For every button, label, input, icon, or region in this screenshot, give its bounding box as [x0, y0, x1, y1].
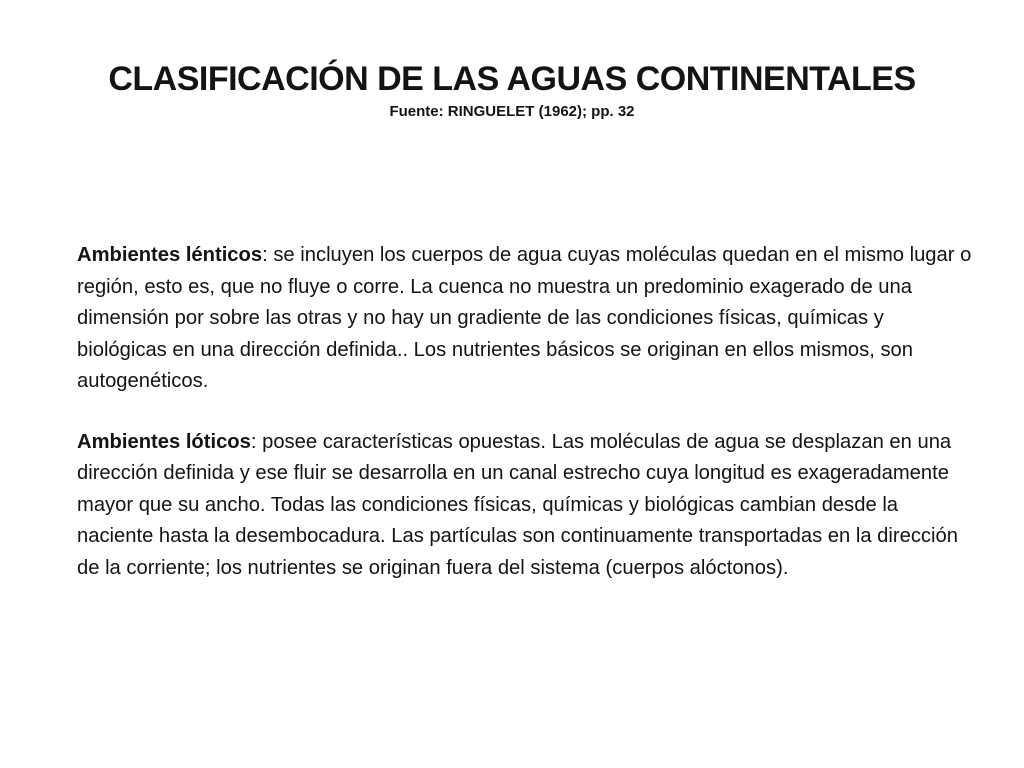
text-loticos: : posee características opuestas. Las moléculas de agua se desplazan en una dirección definida y ese fluir se desarrolla en un canal estrecho cuya longitud es exageradamente mayor que su ancho. Todas las condiciones físicas, químicas y biológicas cambian desde la naciente hasta la desembocadura. Las partículas son continuamente transportadas en la dirección de la corriente; los nutrientes se originan fuera del sistema (cuerpos alóctonos).	[77, 430, 958, 579]
title-block	[60, 58, 964, 122]
term-loticos: Ambientes lóticos	[77, 430, 251, 453]
text-lenticos: : se incluyen los cuerpos de agua cuyas moléculas quedan en el mismo lugar o región, esto es, que no fluye o corre. La cuenca no muestra un predominio exagerado de una dimensión por sobre las otras y no hay un gradiente de las condiciones físicas, químicas y biológicas en una dirección definida.. Los nutrientes básicos se originan en ellos mismos, son autogenéticos.	[77, 244, 972, 392]
paragraph-lenticos	[77, 240, 977, 398]
slide-body	[77, 240, 977, 613]
term-lenticos: Ambientes lénticos	[77, 244, 263, 266]
paragraph-loticos	[77, 427, 977, 585]
slide-subtitle: Fuente: RINGUELET (1962); pp. 32	[389, 103, 635, 120]
slide-title: CLASIFICACIÓN DE LAS AGUAS CONTINENTALES	[108, 60, 916, 98]
